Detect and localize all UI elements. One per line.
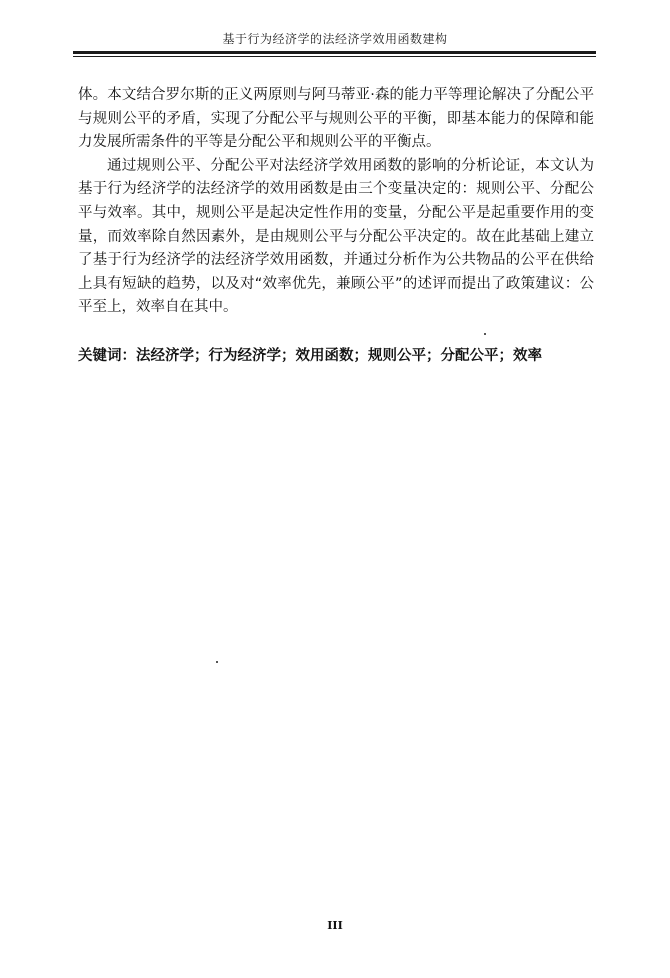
header-rule-thick: [73, 51, 596, 54]
header-rule-thin: [73, 56, 596, 57]
scan-speck: [216, 661, 218, 663]
abstract-paragraph-2: 通过规则公平、分配公平对法经济学效用函数的影响的分析论证，本文认为基于行为经济学的法经济学的效用函数是由三个变量决定的：规则公平、分配公平与效率。其中，规则公平是起决定性作用的变量，分配公平是起重要作用的变量，而效率除自然因素外，是由规则公平与分配公平决定的。故在此基础上建立了基于行为经济学的法经济学效用函数，并通过分析作为公共物品的公平在供给上具有短缺的趋势，以及对“效率优先，兼顾公平”的述评而提出了政策建议：公平至上，效率自在其中。: [78, 157, 594, 316]
page-number: III: [327, 919, 343, 932]
abstract-body: [78, 84, 594, 320]
running-header: 基于行为经济学的法经济学效用函数建构: [222, 32, 448, 46]
abstract-paragraph-1: 体。本文结合罗尔斯的正义两原则与阿马蒂亚·森的能力平等理论解决了分配公平与规则公平的矛盾，实现了分配公平与规则公平的平衡，即基本能力的保障和能力发展所需条件的平等是分配公平和规则公平的平衡点。: [78, 87, 594, 151]
scan-speck: [484, 333, 486, 335]
keywords-line: 关键词：法经济学；行为经济学；效用函数；规则公平；分配公平；效率: [78, 348, 542, 364]
